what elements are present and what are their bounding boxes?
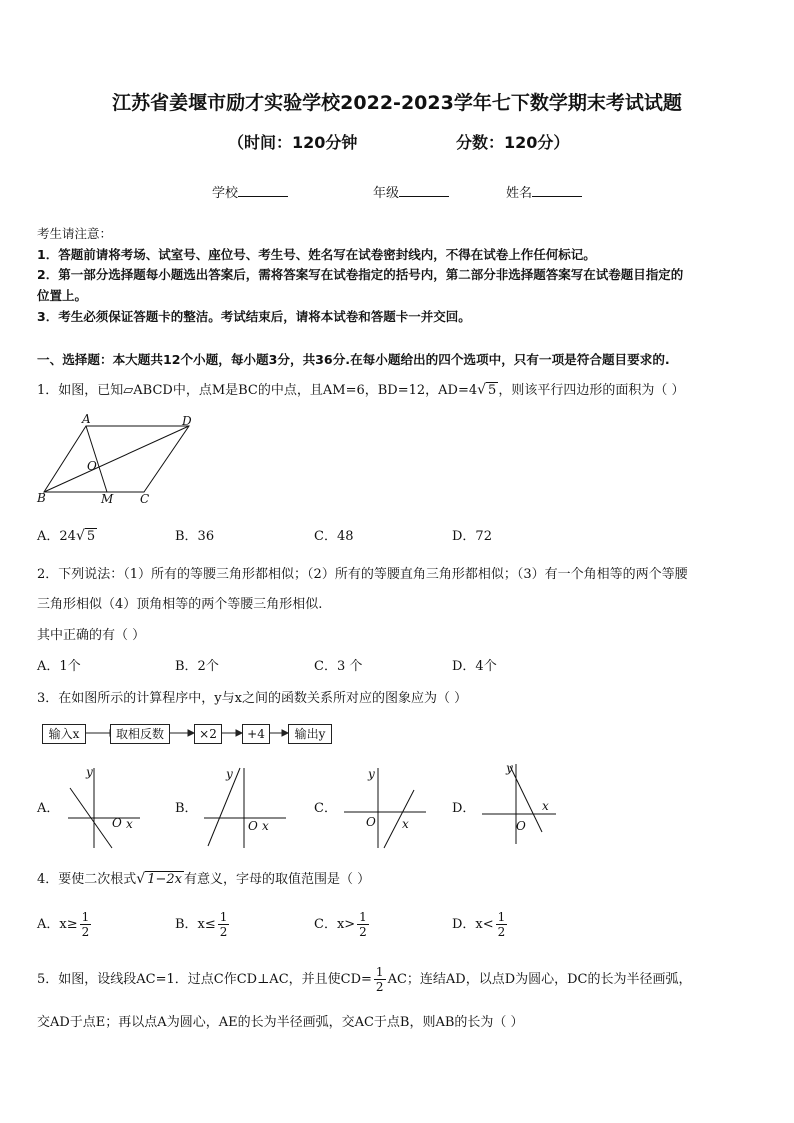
svg-text:y: y: [368, 767, 375, 781]
q2-line-2: 三角形相似（4）顶角相等的两个等腰三角形相似.: [37, 597, 323, 612]
q4-option-c[interactable]: C．x> $\frac{1}{2}$: [314, 910, 367, 939]
q3-text: 3．在如图所示的计算程序中，y与x之间的函数关系所对应的图象应为（ ）: [37, 691, 468, 706]
q1-option-a[interactable]: A．24√ 5: [37, 528, 96, 544]
q5-line-2: 交AD于点E；再以点A为圆心，AE的长为半径画弧，交AC于点B，则AB的长为（ ）: [37, 1015, 524, 1030]
q2-option-d[interactable]: D．4个: [452, 659, 497, 674]
q5-line-1: 5．如图，设线段AC=1．过点C作CD⊥AC，并且使CD= $\frac{1}{2}$ AC；连结AD，以点D为圆心，DC的长为半径画弧，: [37, 965, 692, 994]
name-label: 姓名: [506, 186, 533, 201]
school-blank[interactable]: [238, 184, 288, 197]
notice-item-2: 2．第一部分选择题每小题选出答案后，需将答案写在试卷指定的括号内，第二部分非选择题答案写在试卷题目指定的: [37, 267, 684, 282]
q3-graph-c: [340, 762, 430, 852]
q4-radicand: 1−2x: [147, 872, 182, 887]
grade-label: 年级: [373, 186, 400, 201]
q1-option-d[interactable]: D．72: [452, 529, 492, 544]
q1-text-b: ，则该平行四边形的面积为（ ）: [498, 383, 685, 398]
name-field: [506, 182, 582, 201]
exam-score: 分数：120分）: [456, 133, 570, 152]
label-C: C: [140, 492, 150, 506]
label-B: B: [37, 491, 46, 505]
school-label: 学校: [212, 186, 239, 201]
q3-graph-b: [200, 762, 290, 852]
q3-option-a[interactable]: A．: [37, 801, 60, 816]
notice-item-3: 3．考生必须保证答题卡的整洁。考试结束后，请将本试卷和答题卡一并交回。: [37, 309, 471, 324]
q1-radicand: 5: [488, 383, 497, 398]
svg-text:x: x: [126, 817, 133, 831]
name-blank[interactable]: [532, 184, 582, 197]
svg-text:y: y: [86, 765, 93, 779]
q2-line-1: 2．下列说法：（1）所有的等腰三角形都相似；（2）所有的等腰直角三角形都相似；（3）有一个角相等的两个等腰: [37, 567, 688, 582]
svg-text:O: O: [248, 819, 258, 833]
svg-text:x: x: [402, 817, 409, 831]
svg-text:O: O: [366, 815, 376, 829]
school-field: [212, 182, 288, 201]
question-1: 1．如图，已知▱ABCD中，点M是BC的中点，且AM=6，BD=12，AD=4√ 5 ，则该平行四边形的面积为（ ）: [37, 382, 685, 398]
q3-graph-d: [478, 758, 568, 848]
section-heading: 一、选择题：本大题共12个小题，每小题3分，共36分.在每小题给出的四个选项中，只有一项是符合题目要求的.: [37, 352, 670, 367]
q1-option-c[interactable]: C．48: [314, 529, 354, 544]
q3-option-b[interactable]: B．: [175, 801, 198, 816]
q2-option-b[interactable]: B．2个: [175, 659, 219, 674]
q1-text-a: 1．如图，已知▱ABCD中，点M是BC的中点，且AM=6，BD=12，AD=4: [37, 383, 478, 398]
q3-option-d[interactable]: D．: [452, 801, 476, 816]
notice-item-2-cont: 位置上。: [37, 288, 88, 303]
svg-text:O: O: [112, 816, 122, 830]
q2-option-a[interactable]: A．1个: [37, 659, 81, 674]
grade-field: [373, 182, 449, 201]
svg-text:x: x: [542, 799, 549, 813]
label-D: D: [182, 414, 192, 428]
grade-blank[interactable]: [399, 184, 449, 197]
exam-title: 江苏省姜堰市励才实验学校2022-2023学年七下数学期末考试试题: [112, 92, 682, 114]
svg-text:x: x: [262, 819, 269, 833]
q4-option-a[interactable]: A．x≥ $\frac{1}{2}$: [37, 910, 90, 939]
exam-time: （时间：120分钟: [228, 133, 358, 152]
q4-option-d[interactable]: D．x< $\frac{1}{2}$: [452, 910, 506, 939]
flow-input: 输入x: [42, 724, 86, 744]
flow-times-two: ×2: [194, 724, 222, 744]
svg-text:y: y: [506, 761, 513, 775]
label-M: M: [101, 492, 114, 506]
notice-item-1: 1．答题前请将考场、试室号、座位号、考生号、姓名写在试卷密封线内，不得在试卷上作任何标记。: [37, 247, 596, 262]
flow-output: 输出y: [288, 724, 332, 744]
flow-plus-four: +4: [242, 724, 270, 744]
parallelogram-figure: [34, 412, 204, 508]
label-O: O: [87, 459, 97, 473]
q4-option-b[interactable]: B．x≤ $\frac{1}{2}$: [175, 910, 228, 939]
q3-option-c[interactable]: C．: [314, 801, 337, 816]
q3-graph-a: [62, 762, 144, 852]
question-4: 4．要使二次根式√ 1−2x 有意义，字母的取值范围是（ ）: [37, 871, 371, 887]
q1-option-b[interactable]: B．36: [175, 529, 215, 544]
notice-heading: 考生请注意：: [37, 226, 113, 241]
q2-option-c[interactable]: C．3 个: [314, 659, 363, 674]
svg-text:y: y: [226, 767, 233, 781]
q2-line-3: 其中正确的有（ ）: [37, 628, 146, 643]
label-A: A: [82, 412, 91, 426]
flow-negate: 取相反数: [110, 724, 170, 744]
svg-text:O: O: [516, 819, 526, 833]
